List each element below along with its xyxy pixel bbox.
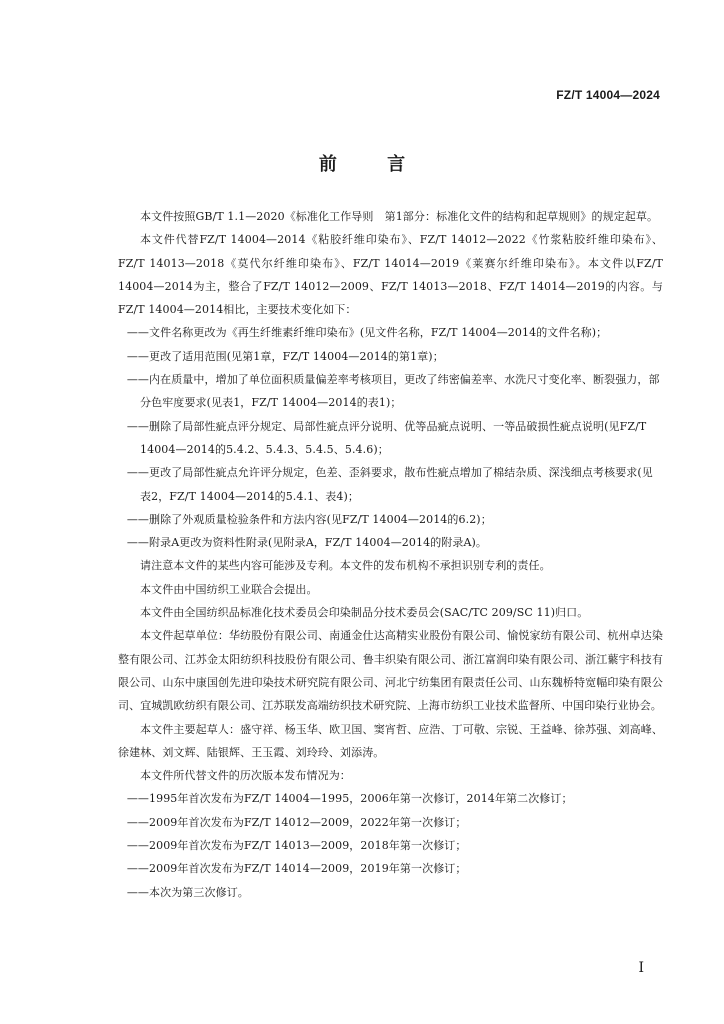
history-item: ——本次为第三次修订。 — [126, 885, 249, 899]
change-item: ——删除了局部性疵点评分规定、局部性疵点评分说明、优等品疵点说明、一等品破损性疵点说明(见FZ/T 14004—2014的5.4.2、5.4.3、5.4.5、5.4.6)； — [126, 419, 647, 456]
drafting-units-paragraph: 本文件起草单位：华纺股份有限公司、南通金仕达高精实业股份有限公司、愉悦家纺有限公司、杭州卓达染整有限公司、江苏金太阳纺织科技股份有限公司、鲁丰织染有限公司、浙江富润印染有限公司、浙江蘩宇科技有限公司、山东中康国创先进印染技术研究院有限公司、河北宁纺集团有限责任公司、山东魏桥特宽幅印染有限公司、宜城凯欧纺织有限公司、江苏联发高端纺织技术研究院、上海市纺织工业技术监督所、中国印染行业协会。 — [118, 629, 663, 713]
intro-paragraph: 本文件按照GB/T 1.1—2020《标准化工作导则 第1部分：标准化文件的结构和起草规则》的规定起草。 — [140, 210, 659, 223]
standard-code: FZ/T 14004—2024 — [556, 88, 660, 102]
change-item: ——文件名称更改为《再生纤维素纤维印染布》(见文件名称，FZ/T 14004—2014的文件名称)； — [126, 326, 608, 340]
drafters-paragraph: 本文件主要起草人：盛守祥、杨玉华、欧卫国、窦宵哲、应浩、丁可敬、宗锐、王益峰、徐苏强、刘高峰、徐建林、刘文辉、陆银辉、王玉霞、刘玲玲、刘添涛。 — [118, 722, 663, 759]
body-paragraph: 本文件由中国纺织工业联合会提出。 — [140, 582, 318, 596]
history-item: ——2009年首次发布为FZ/T 14012—2009，2022年第一次修订； — [126, 815, 467, 829]
page-number: I — [638, 960, 644, 976]
document-body — [118, 205, 663, 904]
change-item: ——更改了适用范围(见第1章，FZ/T 14004—2014的第1章)； — [126, 349, 444, 363]
change-item: ——附录A更改为资料性附录(见附录A，FZ/T 14004—2014的附录A)。 — [126, 536, 488, 550]
change-item: ——内在质量中，增加了单位面积质量偏差率考核项目，更改了纬密偏差率、水洗尺寸变化率、断裂强力，部分色牢度要求(见表1，FZ/T 14004—2014的表1)； — [126, 373, 660, 410]
body-paragraph: 请注意本文件的某些内容可能涉及专利。本文件的发布机构不承担识别专利的责任。 — [140, 559, 551, 573]
history-intro-paragraph: 本文件所代替文件的历次版本发布情况为： — [140, 769, 351, 783]
history-item: ——2009年首次发布为FZ/T 14014—2009，2019年第一次修订； — [126, 862, 467, 876]
change-item: ——删除了外观质量检验条件和方法内容(见FZ/T 14004—2014的6.2)； — [126, 512, 492, 526]
history-item: ——2009年首次发布为FZ/T 14013—2009，2018年第一次修订； — [126, 839, 467, 853]
history-item: ——1995年首次发布为FZ/T 14004—1995，2006年第一次修订，2014年第二次修订； — [126, 792, 573, 806]
intro-paragraph: 本文件代替FZ/T 14004—2014《粘胶纤维印染布》、FZ/T 14012—2022《竹浆粘胶纤维印染布》、FZ/T 14013—2018《莫代尔纤维印染布》、FZ/T 14014—2019《莱赛尔纤维印染布》。本文件以FZ/T 14004—2014为主，整合了FZ/T 14012—2009、FZ/T 14013—2018、FZ/T 14014—2019的内容。与FZ/T 14004—2014相比，主要技术变化如下： — [118, 233, 663, 317]
change-item: ——更改了局部性疵点允许评分规定，色差、歪斜要求，散布性疵点增加了棉结杂质、深浅细点考核要求(见表2，FZ/T 14004—2014的5.4.1、表4)； — [126, 466, 653, 503]
page-title: 前 言 — [318, 154, 428, 175]
body-paragraph: 本文件由全国纺织品标准化技术委员会印染制品分技术委员会(SAC/TC 209/SC 11)归口。 — [140, 606, 589, 620]
